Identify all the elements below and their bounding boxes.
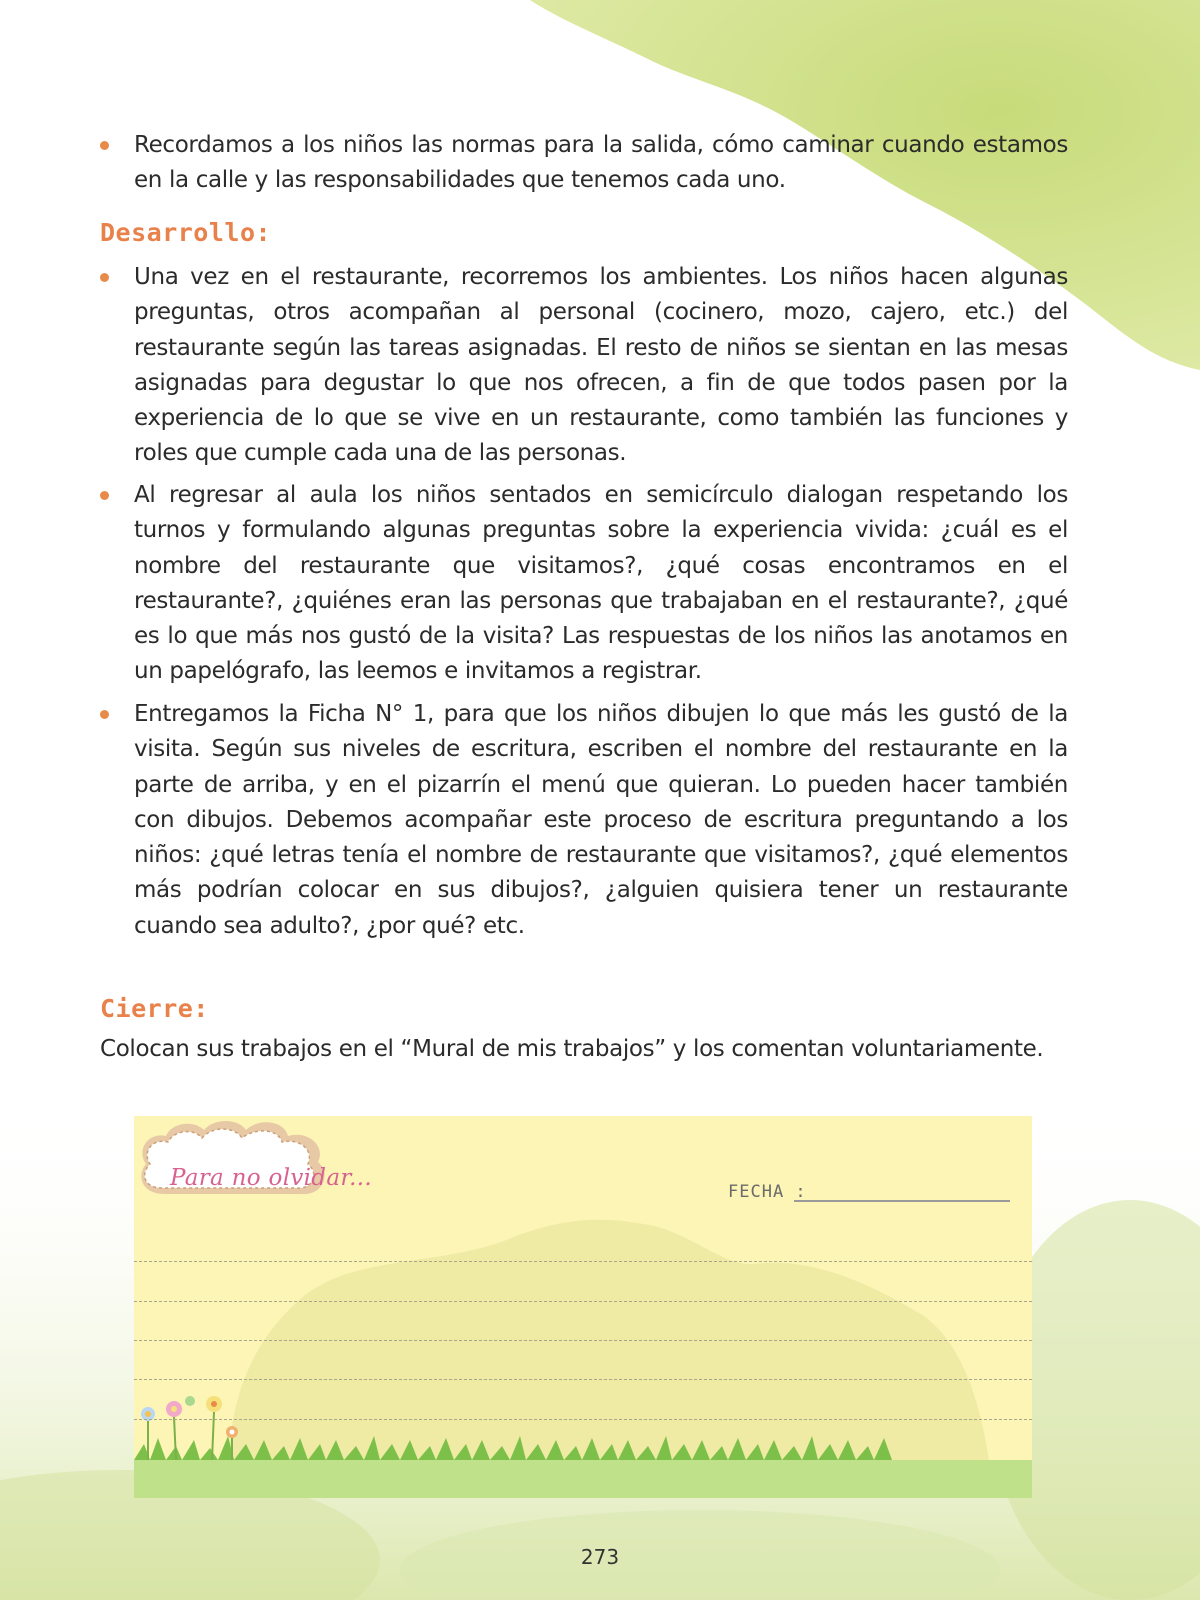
closing-paragraph: Colocan sus trabajos en el “Mural de mis trabajos” y los comentan voluntariamente. [100,1036,1044,1062]
list-item [134,697,1068,944]
date-label: FECHA : [728,1182,807,1202]
list-item-text: Entregamos la Ficha N° 1, para que los niños dibujen lo que más les gustó de la visita. Según sus niveles de escritura, escriben el nombre del restaurante en la parte de arriba, y en el pizarrín el menú que quieran. Lo pueden hacer también con dibujos. Debemos acompañar este proceso de escritura preguntando a los niños: ¿qué letras tenía el nombre de restaurante que visitamos?, ¿qué elementos más podrían colocar en sus dibujos?, ¿alguien quisiera tener un restaurante cuando sea adulto?, ¿por qué? etc. [134,701,1068,939]
bullet-icon [100,273,109,282]
list-item [134,260,1068,472]
list-item-text: Recordamos a los niños las normas para la salida, cómo caminar cuando estamos en la calle y las responsabilidades que tenemos cada uno. [134,132,1068,194]
list-item-text: Al regresar al aula los niños sentados en semicírculo dialogan respetando los turnos y formulando algunas preguntas sobre la experiencia vivida: ¿cuál es el nombre del restaurante que visitamos?, ¿qué cosas encontramos en el restaurante?, ¿quiénes eran las personas que trabajaban en el restaurante?, ¿qué es lo que más nos gustó de la visita? Las respuestas de los niños las anotamos en un papelógrafo, las leemos e invitamos a registrar. [134,482,1068,685]
bullet-icon [100,141,109,150]
closing-heading: Cierre: [100,994,209,1023]
writing-line[interactable] [134,1379,1032,1380]
writing-line[interactable] [134,1301,1032,1302]
list-item-text: Una vez en el restaurante, recorremos los ambientes. Los niños hacen algunas preguntas, otros acompañan al personal (cocinero, mozo, cajero, etc.) del restaurante según las tareas asignadas. El resto de niños se sientan en las mesas asignadas para degustar lo que nos ofrecen, a fin de que todos pasen por la experiencia de lo que se vive en un restaurante, como también las funciones y roles que cumple cada una de las personas. [134,264,1068,467]
development-heading: Desarrollo: [100,218,272,247]
note-card-badge: Para no olvidar... [170,1165,372,1191]
writing-line[interactable] [134,1261,1032,1262]
bullet-icon [100,491,109,500]
date-field[interactable] [794,1200,1010,1202]
list-item [134,128,1068,199]
writing-line[interactable] [134,1340,1032,1341]
note-card [134,1116,1032,1498]
page-number: 273 [580,1545,620,1569]
list-item [134,478,1068,690]
writing-line[interactable] [134,1419,1032,1420]
bullet-icon [100,710,109,719]
